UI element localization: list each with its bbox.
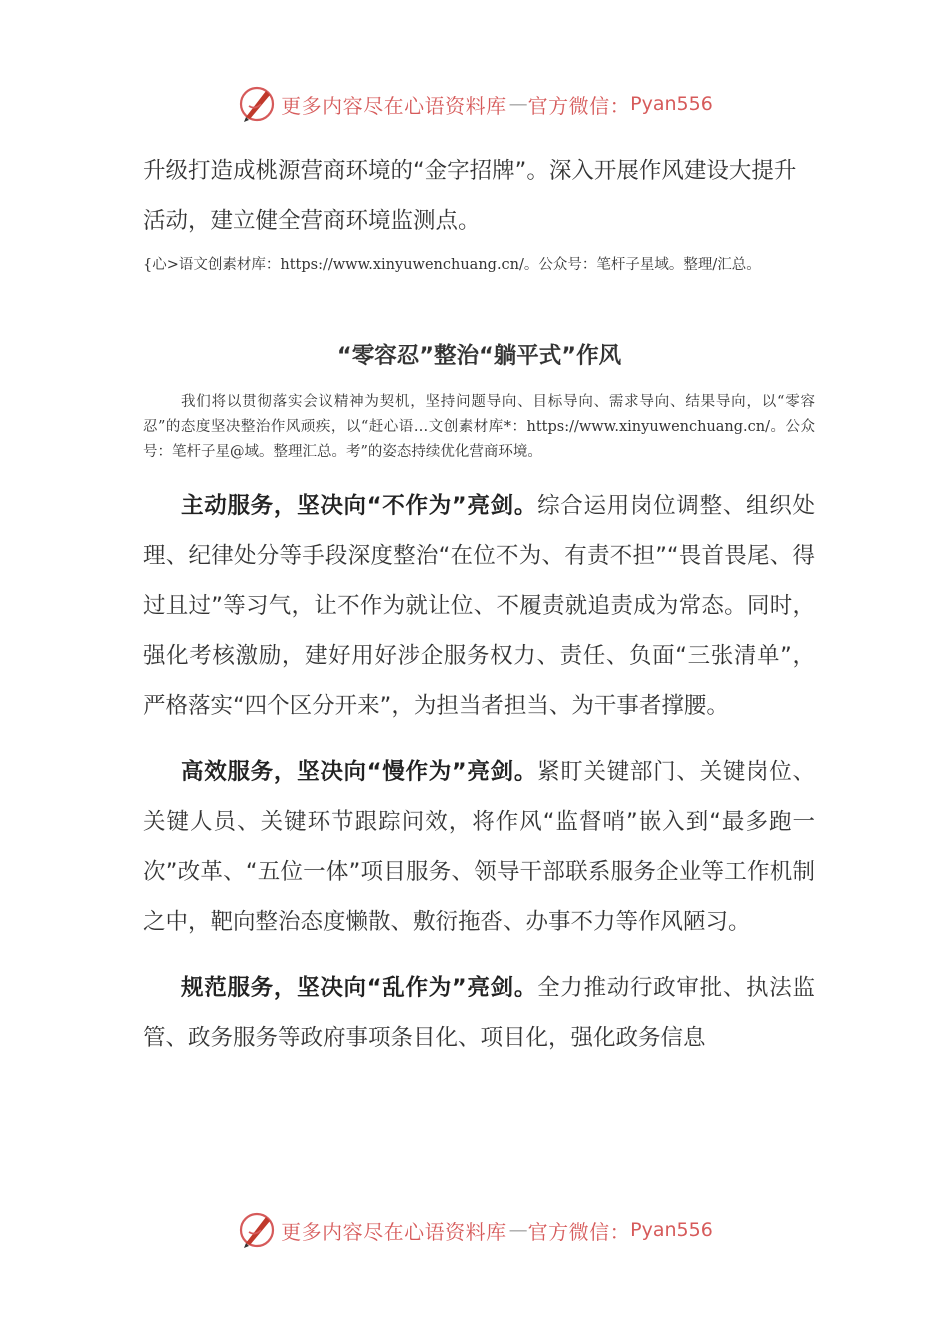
paragraph-efficient-service bbox=[143, 747, 815, 947]
paragraph-body: 全力推动行政审批、执法监管、政务服务等政府事项条目化、项目化，强化政务信息 bbox=[143, 975, 815, 1051]
paragraph-heading: 高效服务，坚决向“慢作为”亮剑。 bbox=[181, 759, 538, 785]
footer-banner bbox=[0, 1208, 950, 1252]
paragraph-standardized-service bbox=[143, 963, 815, 1063]
banner-wechat-id: Pyan556 bbox=[630, 93, 713, 115]
pen-logo-icon bbox=[237, 1210, 277, 1250]
paragraph-proactive-service bbox=[143, 481, 815, 731]
banner-separator: — bbox=[508, 1219, 528, 1241]
paragraph-body: 紧盯关键部门、关键岗位、关键人员、关键环节跟踪问效，将作风“监督哨”嵌入到“最多跑一次”改革、“五位一体”项目服务、领导干部联系服务企业等工作机制之中，靶向整治态度懒散、敷衍拖沓、办事不力等作风陋习。 bbox=[143, 759, 815, 935]
section-title: “零容忍”整治“躺平式”作风 bbox=[336, 343, 622, 369]
banner-separator: — bbox=[508, 93, 528, 115]
source-note: {心>语文创素材库：https://www.xinyuwenchuang.cn/。公众号：笔杆子星域。整理/汇总。 bbox=[143, 257, 761, 273]
paragraph-heading: 规范服务，坚决向“乱作为”亮剑。 bbox=[181, 975, 538, 1001]
document-body bbox=[143, 146, 815, 1063]
pen-logo-icon bbox=[237, 84, 277, 124]
paragraph-heading: 主动服务，坚决向“不作为”亮剑。 bbox=[181, 493, 538, 519]
intro-paragraph: 我们将以贯彻落实会议精神为契机，坚持问题导向、目标导向、需求导向、结果导向，以“零容忍”的态度坚决整治作风顽疾，以“赶心语…文创素材库*：https://www.xinyuwenchuang.cn/。公众号：笔杆子星@域。整理汇总。考”的姿态持续优化营商环境。 bbox=[143, 394, 815, 460]
paragraph-body: 综合运用岗位调整、组织处理、纪律处分等手段深度整治“在位不为、有责不担”“畏首畏尾、得过且过”等习气，让不作为就让位、不履责就追责成为常态。同时，强化考核激励，建好用好涉企服务权力、责任、负面“三张清单”，严格落实“四个区分开来”，为担当者担当、为干事者撑腰。 bbox=[143, 493, 815, 719]
banner-wechat-id: Pyan556 bbox=[630, 1219, 713, 1241]
lead-paragraph: 升级打造成桃源营商环境的“金字招牌”。深入开展作风建设大提升活动，建立健全营商环境监测点。 bbox=[143, 158, 797, 234]
banner-site-text: 更多内容尽在心语资料库 bbox=[281, 1219, 507, 1244]
banner-wechat-label: 官方微信： bbox=[527, 93, 631, 118]
header-banner bbox=[0, 82, 950, 126]
banner-wechat-label: 官方微信： bbox=[527, 1219, 631, 1244]
banner-site-text: 更多内容尽在心语资料库 bbox=[281, 93, 507, 118]
